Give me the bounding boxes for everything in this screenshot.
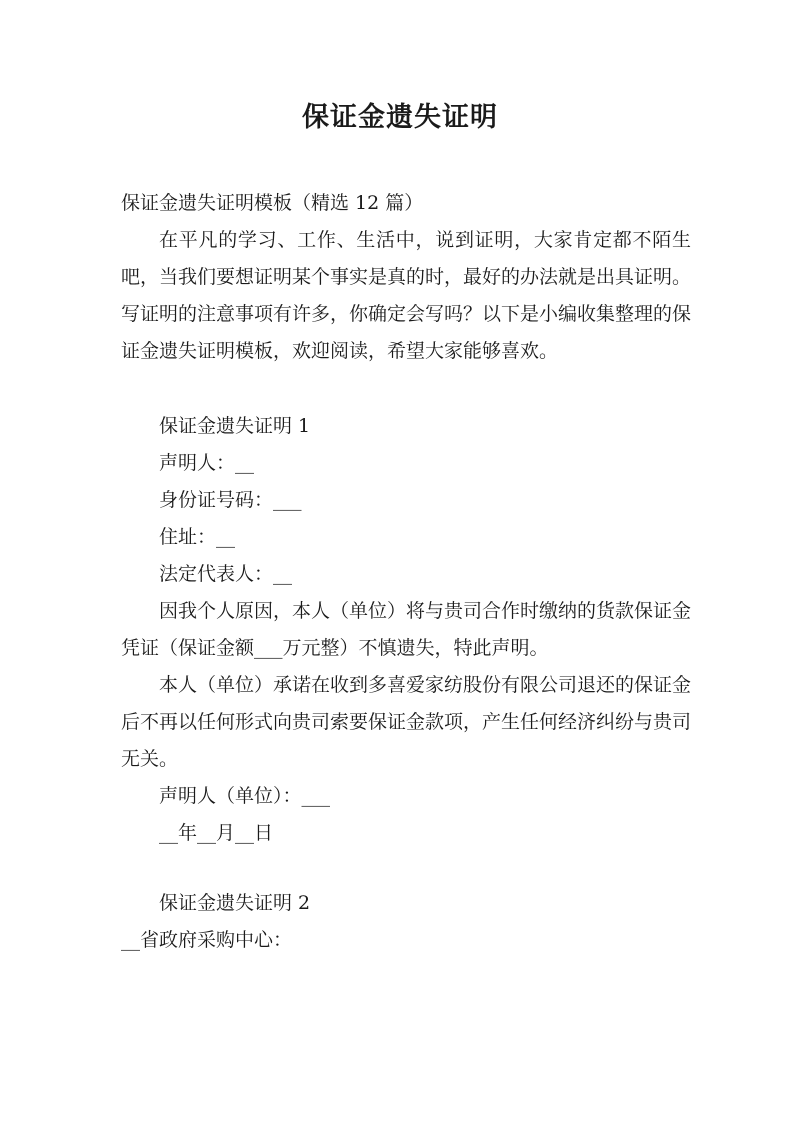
document-subtitle: 保证金遗失证明模板（精选 12 篇） [121, 192, 424, 214]
intro-paragraph: 在平凡的学习、工作、生活中，说到证明，大家肯定都不陌生吧，当我们要想证明某个事实是真的时，最好的办法就是出具证明。写证明的注意事项有许多，你确定会写吗？以下是小编收集整理的保证金遗失证明模板，欢迎阅读，希望大家能够喜欢。 [121, 229, 692, 362]
section-1-heading: 保证金遗失证明 1 [159, 415, 311, 437]
spacer [121, 370, 691, 408]
section-1-paragraph-1: 因我个人原因，本人（单位）将与贵司合作时缴纳的货款保证金凭证（保证金额___万元整）不慎遗失，特此声明。 [121, 600, 692, 659]
legal-rep-field: 法定代表人：__ [159, 563, 293, 585]
date-field: __年__月__日 [159, 822, 274, 844]
signature-field: 声明人（单位）：___ [159, 785, 331, 807]
section-1-paragraph-2: 本人（单位）承诺在收到多喜爱家纺股份有限公司退还的保证金后不再以任何形式向贵司索要保证金款项，产生任何经济纠纷与贵司无关。 [121, 674, 692, 770]
document-title: 保证金遗失证明 [302, 102, 498, 133]
id-number-field: 身份证号码：___ [159, 489, 302, 511]
document-body [121, 185, 691, 959]
declarant-field: 声明人：__ [159, 452, 255, 474]
recipient-line: __省政府采购中心： [121, 929, 293, 951]
section-2-heading: 保证金遗失证明 2 [159, 892, 311, 914]
address-field: 住址：__ [159, 526, 236, 548]
spacer [121, 852, 691, 885]
